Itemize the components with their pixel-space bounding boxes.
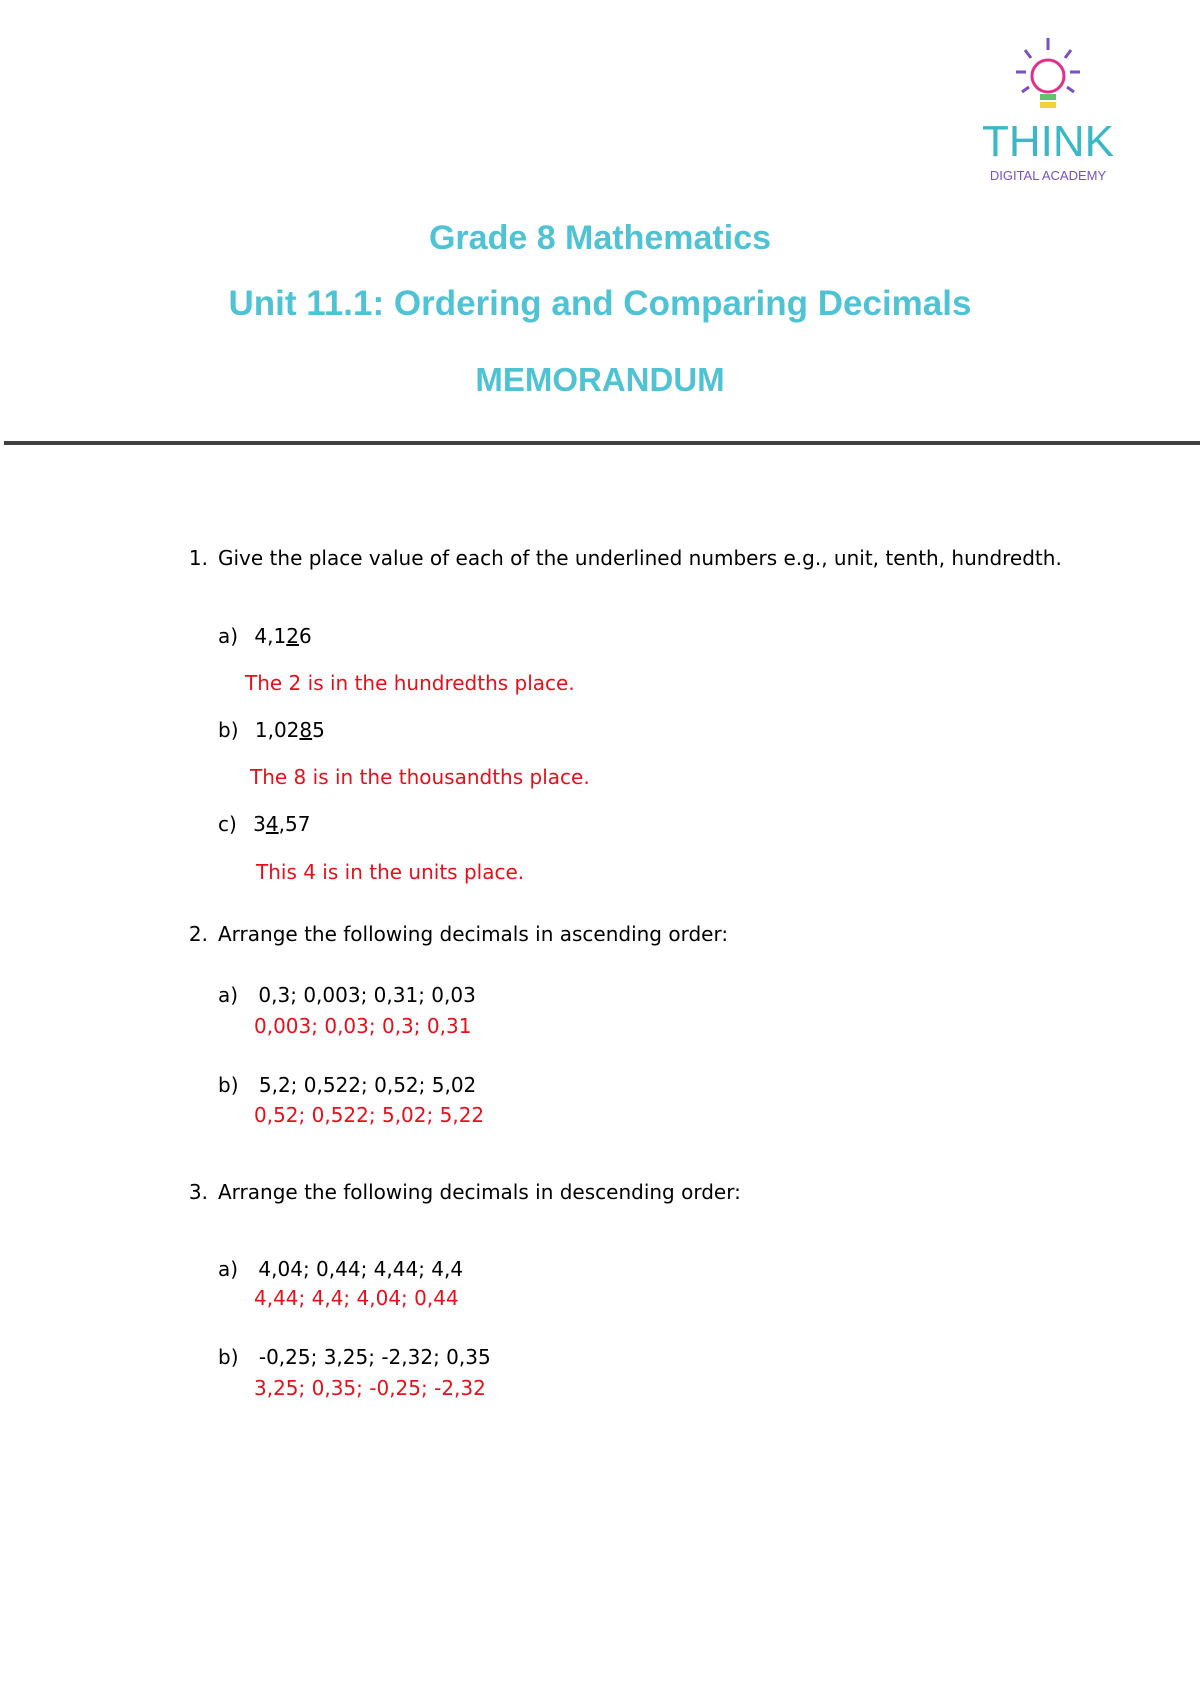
question-prompt: Give the place value of each of the underlined numbers e.g., unit, tenth, hundredth.: [218, 546, 1062, 570]
q2b: [218, 1073, 476, 1097]
item-question: 5,2; 0,522; 0,52; 5,02: [258, 1073, 477, 1097]
question-number: 1.: [188, 546, 208, 570]
item-label: b): [218, 1345, 239, 1369]
item-value: 34,57: [253, 812, 311, 836]
question-number: 3.: [188, 1180, 208, 1204]
item-question: -0,25; 3,25; -2,32; 0,35: [258, 1345, 491, 1369]
q1a-answer: The 2 is in the hundredths place.: [245, 671, 575, 695]
item-question: 4,04; 0,44; 4,44; 4,4: [258, 1257, 464, 1281]
item-value: 4,126: [254, 624, 312, 648]
item-label: a): [218, 1257, 239, 1281]
q3a-answer: 4,44; 4,4; 4,04; 0,44: [254, 1286, 459, 1310]
brand-main: THINK: [982, 117, 1114, 166]
item-label: a): [218, 983, 239, 1007]
think-digital-academy-logo: [930, 14, 1170, 204]
item-label: b): [218, 1073, 239, 1097]
question-number: 2.: [188, 922, 208, 946]
q1b-answer: The 8 is in the thousandths place.: [250, 765, 590, 789]
item-label: b): [218, 718, 239, 742]
item-label: c): [218, 812, 237, 836]
q2b-answer: 0,52; 0,522; 5,02; 5,22: [254, 1103, 485, 1127]
q2a: [218, 983, 476, 1007]
q3a: [218, 1257, 463, 1281]
brand-sub: DIGITAL ACADEMY: [989, 168, 1107, 183]
header-divider: [4, 441, 1200, 445]
q1c: [218, 812, 310, 836]
lightbulb-icon: [1016, 38, 1080, 108]
q1c-answer: This 4 is in the units place.: [256, 860, 525, 884]
q2a-answer: 0,003; 0,03; 0,3; 0,31: [254, 1014, 472, 1038]
item-question: 0,3; 0,003; 0,31; 0,03: [258, 983, 476, 1007]
page-title: Grade 8 Mathematics: [428, 219, 772, 257]
q3b-answer: 3,25; 0,35; -0,25; -2,32: [254, 1376, 486, 1400]
memorandum-title: MEMORANDUM: [475, 361, 725, 398]
q3b: [218, 1345, 491, 1369]
q1b: [218, 718, 325, 742]
item-label: a): [218, 624, 239, 648]
question-prompt: Arrange the following decimals in ascending order:: [218, 922, 729, 946]
unit-title: Unit 11.1: Ordering and Comparing Decimals: [228, 284, 972, 323]
question-prompt: Arrange the following decimals in descending order:: [218, 1180, 741, 1204]
item-value: 1,0285: [254, 718, 325, 742]
q1a: [218, 624, 312, 648]
